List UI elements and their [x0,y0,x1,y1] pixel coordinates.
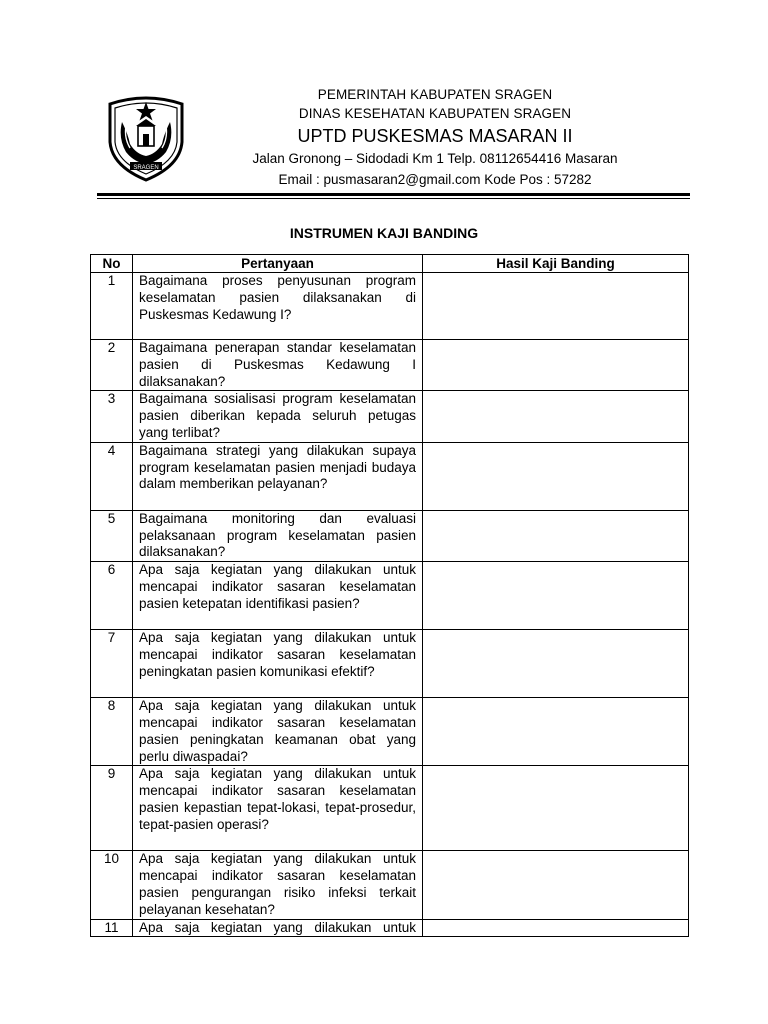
row-number: 6 [91,562,133,630]
row-question: Apa saja kegiatan yang dilakukan untuk mencapai indikator sasaran keselamatan pasien pengurangan risiko infeksi terkait pelayanan kesehatan? [133,851,423,919]
row-question: Apa saja kegiatan yang dilakukan untuk mencapai indikator sasaran keselamatan peningkatan pasien komunikasi efektif? [133,630,423,698]
row-question: Apa saja kegiatan yang dilakukan untuk mencapai indikator sasaran keselamatan pasien peningkatan keamanan obat yang perlu diwaspadai? [133,698,423,766]
row-result-cell[interactable] [423,919,689,937]
table-row [91,698,689,766]
column-header-question: Pertanyaan [133,255,423,273]
table-row [91,919,689,937]
row-number: 10 [91,851,133,919]
letterhead-contact: Email : pusmasaran2@gmail.com Kode Pos : 57282 [278,172,592,187]
letterhead-divider-thick [97,193,690,196]
column-header-no: No [91,255,133,273]
row-question: Apa saja kegiatan yang dilakukan untuk mencapai indikator sasaran keselamatan pasien kepastian tepat-lokasi, tepat-prosedur, tepat-pasien operasi? [133,766,423,851]
row-result-cell[interactable] [423,391,689,442]
table-row [91,442,689,510]
row-result-cell[interactable] [423,340,689,391]
row-number: 9 [91,766,133,851]
table-row [91,766,689,851]
row-question: Bagaimana proses penyusunan program keselamatan pasien dilaksanakan di Puskesmas Kedawung I? [133,273,423,340]
row-number: 2 [91,340,133,391]
table-row [91,391,689,442]
table-row [91,273,689,340]
letterhead-government: PEMERINTAH KABUPATEN SRAGEN [317,87,553,102]
svg-text:SRAGEN: SRAGEN [133,165,159,171]
row-result-cell[interactable] [423,851,689,919]
table-row [91,340,689,391]
row-number: 5 [91,510,133,561]
sragen-regency-emblem-icon [104,90,188,184]
row-question: Bagaimana sosialisasi program keselamatan pasien diberikan kepada seluruh petugas yang terlibat? [133,391,423,442]
document-title: INSTRUMEN KAJI BANDING [289,225,479,241]
row-result-cell[interactable] [423,562,689,630]
table-row [91,630,689,698]
row-result-cell[interactable] [423,273,689,340]
comparative-study-table [90,254,689,937]
table-row [91,562,689,630]
row-number: 8 [91,698,133,766]
letterhead [200,85,670,190]
letterhead-address: Jalan Gronong – Sidodadi Km 1 Telp. 08112654416 Masaran [252,151,618,166]
table-header-row [91,255,689,273]
column-header-result: Hasil Kaji Banding [423,255,689,273]
row-result-cell[interactable] [423,630,689,698]
row-question: Bagaimana monitoring dan evaluasi pelaksanaan program keselamatan pasien dilaksanakan? [133,510,423,561]
table-row [91,851,689,919]
row-result-cell[interactable] [423,698,689,766]
row-number: 1 [91,273,133,340]
table-row [91,510,689,561]
row-number: 4 [91,442,133,510]
row-question: Bagaimana penerapan standar keselamatan pasien di Puskesmas Kedawung I dilaksanakan? [133,340,423,391]
row-result-cell[interactable] [423,442,689,510]
row-result-cell[interactable] [423,766,689,851]
letterhead-department: DINAS KESEHATAN KABUPATEN SRAGEN [298,106,572,121]
row-question: Apa saja kegiatan yang dilakukan untuk mencapai indikator sasaran keselamatan pasien ketepatan identifikasi pasien? [133,562,423,630]
row-number: 11 [91,919,133,937]
letterhead-divider-thin [97,198,690,199]
row-question: Apa saja kegiatan yang dilakukan untuk [133,919,423,937]
row-number: 7 [91,630,133,698]
row-question: Bagaimana strategi yang dilakukan supaya program keselamatan pasien menjadi budaya dalam memberikan pelayanan? [133,442,423,510]
letterhead-institution: UPTD PUSKESMAS MASARAN II [297,126,573,146]
row-result-cell[interactable] [423,510,689,561]
row-number: 3 [91,391,133,442]
